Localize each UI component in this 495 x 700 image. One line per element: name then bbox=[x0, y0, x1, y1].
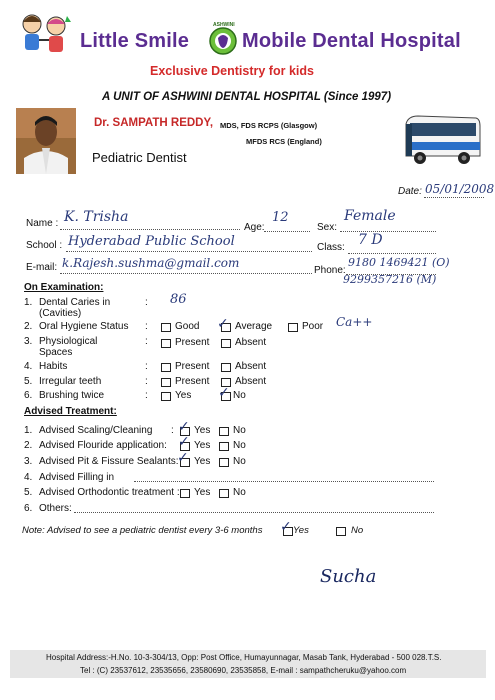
spaces-absent-checkbox[interactable] bbox=[221, 339, 231, 348]
hygiene-note: Ca++ bbox=[336, 315, 373, 329]
doctor-role: Pediatric Dentist bbox=[92, 150, 187, 165]
date-value: 05/01/2008 bbox=[425, 182, 495, 196]
ortho-no-checkbox[interactable] bbox=[219, 489, 229, 498]
treatment-item-label: Others: bbox=[39, 503, 72, 514]
treatment-item-num: 5. bbox=[24, 487, 33, 498]
exam-item-colon: : bbox=[145, 390, 148, 401]
email-value: k.Rajesh.sushma@gmail.com bbox=[62, 256, 240, 270]
exam-item-label-2: Spaces bbox=[39, 347, 73, 358]
habits-absent-checkbox[interactable] bbox=[221, 363, 231, 372]
exam-item-label: Dental Caries in bbox=[39, 297, 111, 308]
option-label: Present bbox=[175, 337, 210, 348]
option-label: No bbox=[233, 390, 246, 401]
exam-item-colon: : bbox=[145, 297, 148, 308]
age-label: Age: bbox=[244, 222, 265, 233]
option-label: Yes bbox=[293, 525, 309, 536]
treatment-item-num: 3. bbox=[24, 456, 33, 467]
treatment-item-label: Advised Orthodontic treatment : bbox=[39, 487, 180, 498]
option-label: No bbox=[233, 425, 246, 436]
class-value: 7 D bbox=[358, 232, 383, 248]
name-value: K. Trisha bbox=[64, 209, 129, 225]
exam-item-colon: : bbox=[145, 321, 148, 332]
logo-text: ASHWINI bbox=[213, 22, 235, 28]
phone-label: Phone: bbox=[314, 265, 346, 276]
option-label: Yes bbox=[194, 456, 211, 467]
sex-value: Female bbox=[344, 208, 396, 224]
exam-item-num: 6. bbox=[24, 390, 33, 401]
flouride-no-checkbox[interactable] bbox=[219, 442, 229, 451]
exam-item-label: Irregular teeth bbox=[39, 376, 102, 387]
class-label: Class: bbox=[317, 242, 345, 253]
check-mark-icon: ✓ bbox=[178, 419, 190, 435]
option-label: Average bbox=[235, 321, 273, 332]
check-mark-icon: ✓ bbox=[218, 385, 230, 401]
note-no-checkbox[interactable] bbox=[336, 527, 346, 536]
scaling-no-checkbox[interactable] bbox=[219, 427, 229, 436]
exam-item-colon: : bbox=[145, 361, 148, 372]
treatment-item-num: 2. bbox=[24, 440, 33, 451]
option-label: Yes bbox=[194, 425, 211, 436]
option-label: Yes bbox=[175, 390, 192, 401]
examination-heading: On Examination: bbox=[24, 282, 104, 293]
footer-address: Hospital Address:-H.No. 10-3-304/13, Opp: Post Office, Humayunnagar, Masab Tank, Hyderabad - 500 028.T.S. bbox=[46, 653, 442, 662]
exam-item-label: Physiological bbox=[39, 336, 98, 347]
exam-item-num: 5. bbox=[24, 376, 33, 387]
doctor-photo bbox=[16, 108, 76, 174]
exam-item-num: 1. bbox=[24, 297, 33, 308]
check-mark-icon: ✓ bbox=[178, 434, 190, 450]
treatment-item-label: Advised Pit & Fissure Sealants: bbox=[39, 456, 179, 467]
treatment-item-num: 6. bbox=[24, 503, 33, 514]
doctor-quals-1: MDS, FDS RCPS (Glasgow) bbox=[220, 121, 318, 130]
option-label: Yes bbox=[194, 440, 211, 451]
hygiene-poor-checkbox[interactable] bbox=[288, 323, 298, 332]
option-label: Present bbox=[175, 361, 210, 372]
exam-item-label: Brushing twice bbox=[39, 390, 105, 401]
exam-item-label: Oral Hygiene Status bbox=[39, 321, 129, 332]
header-subtitle: Exclusive Dentistry for kids bbox=[150, 64, 314, 78]
mobile-bus-icon bbox=[400, 110, 482, 172]
header-title-right: Mobile Dental Hospital bbox=[242, 30, 461, 52]
exam-item-num: 3. bbox=[24, 336, 33, 347]
option-label: Absent bbox=[235, 337, 267, 348]
option-label: Poor bbox=[302, 321, 324, 332]
option-label: No bbox=[233, 456, 246, 467]
phone-value-1: 9180 1469421 (O) bbox=[348, 256, 450, 269]
treatment-item-label: Advised Scaling/Cleaning bbox=[39, 425, 153, 436]
signature: Sucha bbox=[320, 566, 377, 587]
doctor-name: Dr. SAMPATH REDDY, bbox=[94, 117, 214, 129]
check-mark-icon: ✓ bbox=[280, 519, 292, 535]
check-mark-icon: ✓ bbox=[177, 450, 189, 466]
kids-logo-icon bbox=[12, 8, 78, 58]
option-label: No bbox=[233, 440, 246, 451]
irregular-present-checkbox[interactable] bbox=[161, 378, 171, 387]
sealant-no-checkbox[interactable] bbox=[219, 458, 229, 467]
treatment-item-num: 4. bbox=[24, 472, 33, 483]
age-value: 12 bbox=[272, 210, 289, 225]
option-label: Good bbox=[175, 321, 200, 332]
spaces-present-checkbox[interactable] bbox=[161, 339, 171, 348]
sex-label: Sex: bbox=[317, 222, 338, 233]
option-label: Absent bbox=[235, 376, 267, 387]
exam-item-colon: : bbox=[145, 336, 148, 347]
option-label: Present bbox=[175, 376, 210, 387]
footer-contact: Tel : (C) 23537612, 23535656, 23580690, 23535858, E-mail : sampathcheruku@yahoo.com bbox=[80, 666, 407, 675]
option-label: No bbox=[351, 525, 364, 536]
treatment-item-colon: : bbox=[171, 425, 174, 436]
exam-item-label: Habits bbox=[39, 361, 68, 372]
date-label: Date: bbox=[398, 186, 422, 197]
option-label: Absent bbox=[235, 361, 267, 372]
ortho-yes-checkbox[interactable] bbox=[180, 489, 190, 498]
treatment-heading: Advised Treatment: bbox=[24, 406, 117, 417]
phone-value-2: 9299357216 (M) bbox=[343, 273, 437, 286]
option-label: No bbox=[233, 487, 246, 498]
doctor-quals-2: MFDS RCS (England) bbox=[246, 137, 322, 146]
exam-item-num: 2. bbox=[24, 321, 33, 332]
option-label: Yes bbox=[194, 487, 211, 498]
header-title-left: Little Smile bbox=[80, 30, 190, 52]
school-value: Hyderabad Public School bbox=[68, 234, 235, 249]
school-label: School : bbox=[26, 240, 63, 251]
exam-item-label-2: (Cavities) bbox=[39, 308, 82, 319]
note-text: Note: Advised to see a pediatric dentist every 3-6 months bbox=[22, 525, 263, 536]
treatment-item-label: Advised Filling in bbox=[39, 472, 115, 483]
email-label: E-mail: bbox=[26, 262, 58, 273]
unit-line: A UNIT OF ASHWINI DENTAL HOSPITAL (Since 1997) bbox=[102, 91, 392, 103]
exam-item-colon: : bbox=[145, 376, 148, 387]
treatment-item-label: Advised Flouride application: bbox=[39, 440, 167, 451]
hygiene-good-checkbox[interactable] bbox=[161, 323, 171, 332]
name-label: Name : bbox=[26, 218, 59, 229]
treatment-item-num: 1. bbox=[24, 425, 33, 436]
habits-present-checkbox[interactable] bbox=[161, 363, 171, 372]
caries-value: 86 bbox=[170, 292, 187, 307]
hospital-round-logo-icon bbox=[208, 26, 238, 56]
exam-item-num: 4. bbox=[24, 361, 33, 372]
check-mark-icon: ✓ bbox=[217, 316, 229, 332]
brushing-yes-checkbox[interactable] bbox=[161, 392, 171, 401]
